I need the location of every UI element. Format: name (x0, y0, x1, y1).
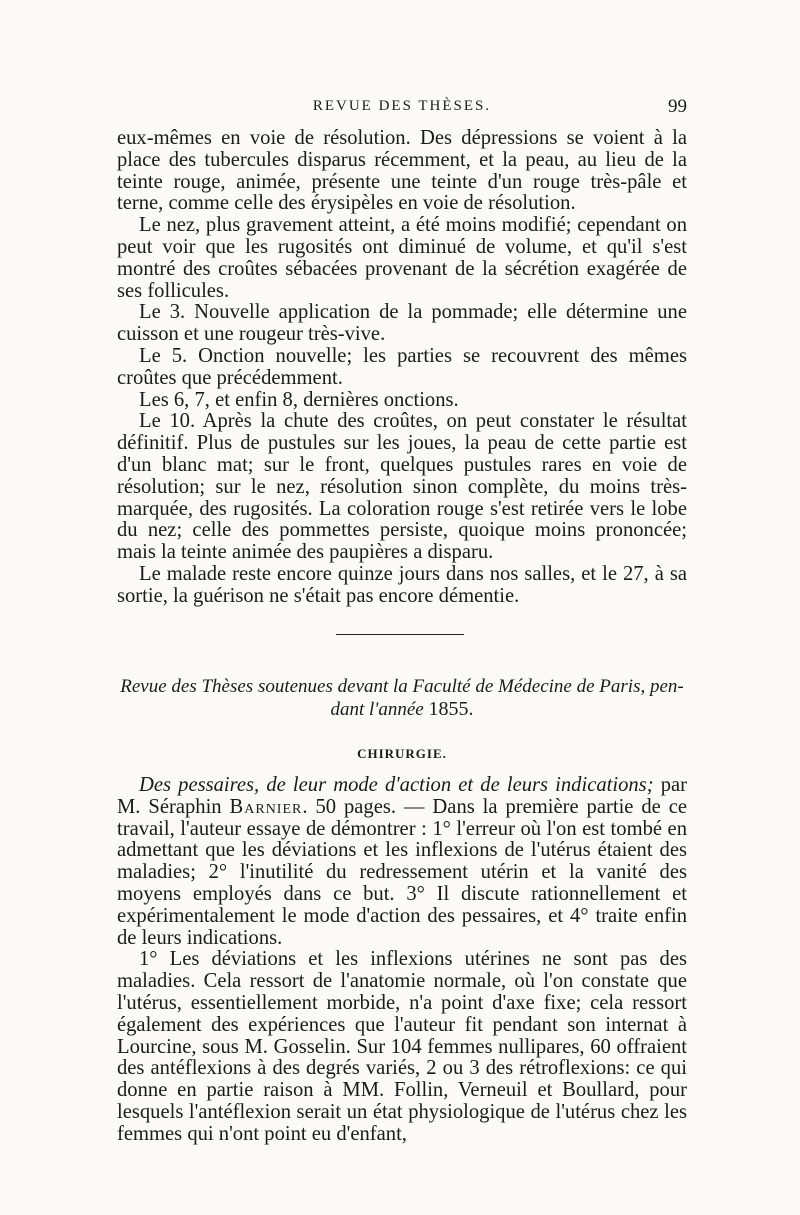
page-header (117, 96, 687, 118)
section-divider (336, 634, 464, 635)
page-number: 99 (668, 96, 687, 117)
paragraph: Le malade reste encore quinze jours dans nos salles, et le 27, à sa sortie, la guérison ne s'était pas encore démentie. (117, 562, 687, 607)
section-title-line-2 (117, 698, 687, 721)
section-title (117, 676, 687, 721)
paragraph: Le 5. Onction nouvelle; les parties se recouvrent des mêmes croûtes que précédemment. (117, 344, 687, 389)
paragraph: Les 6, 7, et enfin 8, dernières onctions. (139, 388, 459, 411)
review-intro-paragraph (117, 775, 687, 949)
thesis-by: par M. Séraphin (117, 774, 687, 818)
review-text (117, 775, 687, 1146)
section-title-text: dant l'année (330, 699, 424, 720)
paragraph: 1° Les déviations et les inflexions utérines ne sont pas des maladies. Cela ressort de l'anatomie normale, où l'on constate que l'utérus, essentiellement morbide, n'a point d'axe fixe; cela ressort également des expériences que l'auteur fit pendant son internat à Lourcine, sous M. Gosselin. Sur 104 femmes nullipares, 60 offraient des antéflexions à des degrés variés, 2 ou 3 des rétroflexions: ce qui donne en partie raison à MM. Follin, Verneuil et Boullard, pour lesquels l'antéflexion serait un état physiologique de l'utérus chez les femmes qui n'ont point eu d'enfant, (117, 948, 687, 1145)
review-intro-rest: . 50 pages. — Dans la première partie de ce travail, l'auteur essaye de démontrer : 1° l'erreur où l'on est tombé en admettant que les déviations et les inflexions de l'utérus étaient des maladies; 2° l'inutilité du redressement utérin et la vanité des moyens employés dans ce but. 3° Il discute rationnellement et expérimentalement le mode d'action des pessaires, et 4° traite enfin de leurs indications. (117, 795, 687, 949)
paragraph: eux-mêmes en voie de résolution. Des dépressions se voient à la place des tubercules disparus récemment, et la peau, au lieu de la teinte rouge, animée, présente une teinte d'un rouge très-pâle et terne, comme celle des érysipèles en voie de résolution. (117, 127, 687, 215)
paragraph: Le 10. Après la chute des croûtes, on peut constater le résultat définitif. Plus de pustules sur les joues, la peau de cette partie est d'un blanc mat; sur le front, quelques pustules rares en voie de résolution; sur le nez, résolution sinon complète, du moins très-marquée, des rugosités. La coloration rouge s'est retirée vers le lobe du nez; celle des pommettes persiste, quoique moins prononcée; mais la teinte animée des paupières a disparu. (117, 410, 687, 564)
running-title: REVUE DES THÈSES. (312, 98, 492, 114)
paragraph: Le 3. Nouvelle application de la pommade; elle détermine une cuisson et une rougeur très-vive. (117, 301, 687, 346)
section-subheading: CHIRURGIE. (357, 746, 447, 761)
section-title-line-1: Revue des Thèses soutenues devant la Faculté de Médecine de Paris, pen- (120, 676, 684, 697)
case-report-text (117, 128, 687, 608)
paragraph: Le nez, plus gravement atteint, a été moins modifié; cependant on peut voir que les rugosités ont diminué de volume, et qu'il s'est montré des croûtes sébacées provenant de la sécrétion exagérée de ses follicules. (117, 214, 687, 302)
thesis-title: Des pessaires, de leur mode d'action et de leurs indications; (139, 774, 654, 796)
author-surname: Barnier (229, 795, 303, 818)
section-year: 1855. (428, 698, 474, 720)
